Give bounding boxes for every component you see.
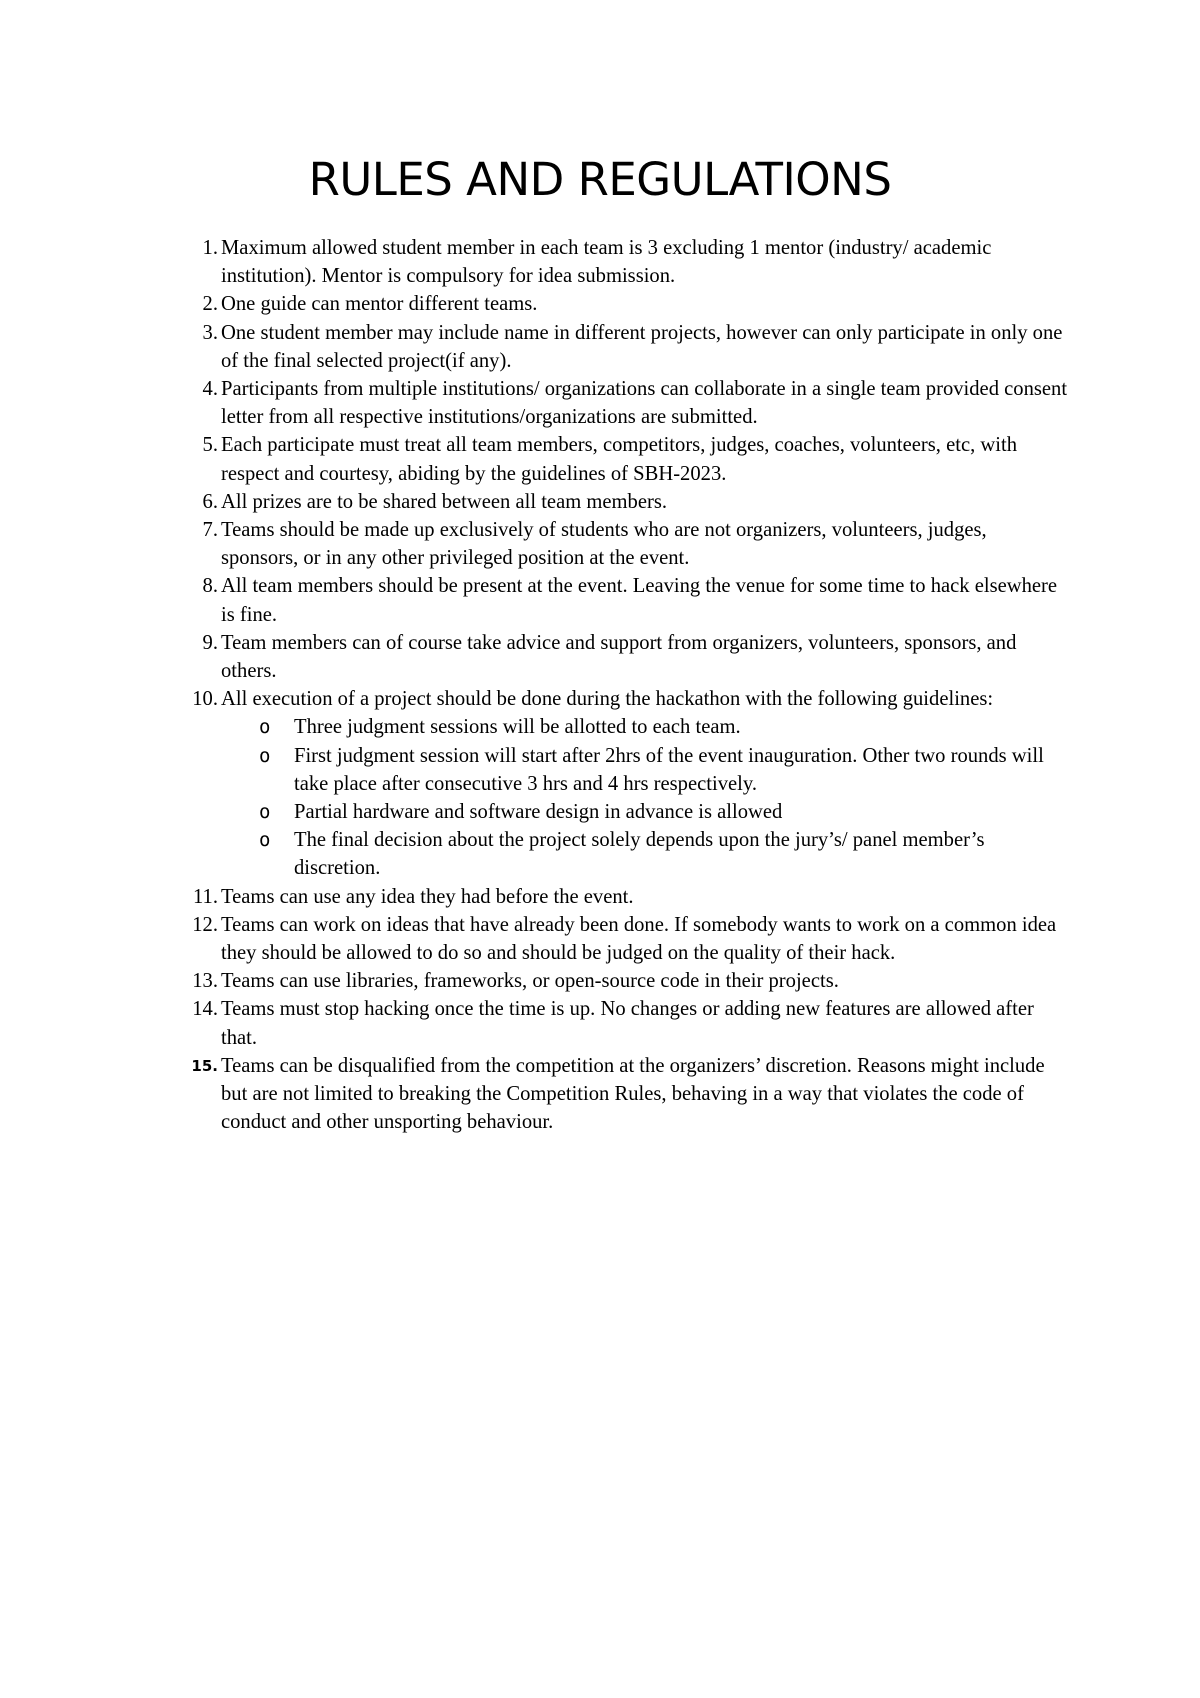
rule-text: Team members can of course take advice and support from organizers, volunteers, sponsors, and others. [221,631,1017,683]
rule-item-7 [168,516,1068,572]
rule-number: 8. [202,575,218,598]
rule-text: Teams can use libraries, frameworks, or open-source code in their projects. [221,970,839,993]
rule-number: 15. [191,1056,218,1075]
rule-item-2 [168,290,1068,318]
rule-item-9 [168,629,1068,685]
rule-number: 2. [202,293,218,316]
rule-text: All execution of a project should be done during the hackathon with the following guidelines: [221,688,994,711]
guideline-item-4 [221,826,1068,882]
guideline-item-3 [221,798,1068,826]
rule-text: One guide can mentor different teams. [221,293,538,316]
guideline-text: Partial hardware and software design in advance is allowed [294,801,783,824]
guideline-text: Three judgment sessions will be allotted to each team. [294,716,741,739]
rule-number: 6. [202,490,218,513]
rule-number: 7. [202,519,218,542]
rule-item-1 [168,234,1068,290]
guideline-text: The final decision about the project solely depends upon the jury’s/ panel member’s discretion. [294,829,985,880]
rule-item-4 [168,375,1068,431]
rule-text: Each participate must treat all team members, competitors, judges, coaches, volunteers, etc, with respect and courtesy, abiding by the guidelines of SBH-2023. [221,434,1018,485]
rule-item-6 [168,488,1068,516]
bullet-icon: o [259,716,271,739]
rule-text: All prizes are to be shared between all team members. [221,490,668,513]
rule-item-12 [168,911,1068,967]
bullet-icon: o [259,801,271,824]
rule-item-15 [168,1052,1068,1137]
rule-number: 12. [192,913,218,936]
rule-text: Teams can use any idea they had before the event. [221,885,634,908]
rule-number: 13. [192,970,218,993]
rule-number: 10. [192,688,218,711]
rule-item-8 [168,572,1068,628]
rule-text: Teams can be disqualified from the competition at the organizers’ discretion. Reasons might include but are not limited to breaking the Competition Rules, behaving in a way that violates the code of conduct and other unsporting behaviour. [221,1054,1045,1134]
rule-item-10 [168,685,1068,882]
rule-text: Participants from multiple institutions/ organizations can collaborate in a single team provided consent letter from all respective institutions/organizations are submitted. [221,378,1068,429]
rule-item-3 [168,319,1068,375]
rule-item-11 [168,883,1068,911]
bullet-icon: o [259,829,271,852]
rule-text: Teams can work on ideas that have already been done. If somebody wants to work on a common idea they should be allowed to do so and should be judged on the quality of their hack. [221,913,1057,965]
rule-number: 14. [192,998,218,1021]
rule-number: 9. [202,631,218,654]
guideline-item-1 [221,713,1068,741]
rule-number: 5. [202,434,218,457]
rule-number: 3. [202,321,218,344]
rule-item-14 [168,995,1068,1051]
rule-number: 11. [193,885,218,908]
rules-list [168,234,1068,1137]
page-title: RULES AND REGULATIONS [308,153,892,206]
rule-text: Teams should be made up exclusively of students who are not organizers, volunteers, judges, sponsors, or in any other privileged position at the event. [221,519,987,570]
rule-number: 4. [202,378,218,401]
rule-text: One student member may include name in different projects, however can only participate in only one of the final selected project(if any). [221,321,1063,372]
rule-item-13 [168,967,1068,995]
rule-text: All team members should be present at the event. Leaving the venue for some time to hack elsewhere is fine. [221,575,1058,626]
guideline-item-2 [221,742,1068,798]
guideline-text: First judgment session will start after 2hrs of the event inauguration. Other two rounds will take place after consecutive 3 hrs and 4 hrs respectively. [294,744,1044,795]
rule-item-5 [168,431,1068,487]
rule-number: 1. [202,237,218,259]
rule-text: Maximum allowed student member in each team is 3 excluding 1 mentor (industry/ academic institution). Mentor is compulsory for idea submission. [221,237,992,288]
bullet-icon: o [259,744,271,767]
rule-text: Teams must stop hacking once the time is up. No changes or adding new features are allowed after that. [221,998,1034,1049]
guidelines-list [221,713,1068,882]
